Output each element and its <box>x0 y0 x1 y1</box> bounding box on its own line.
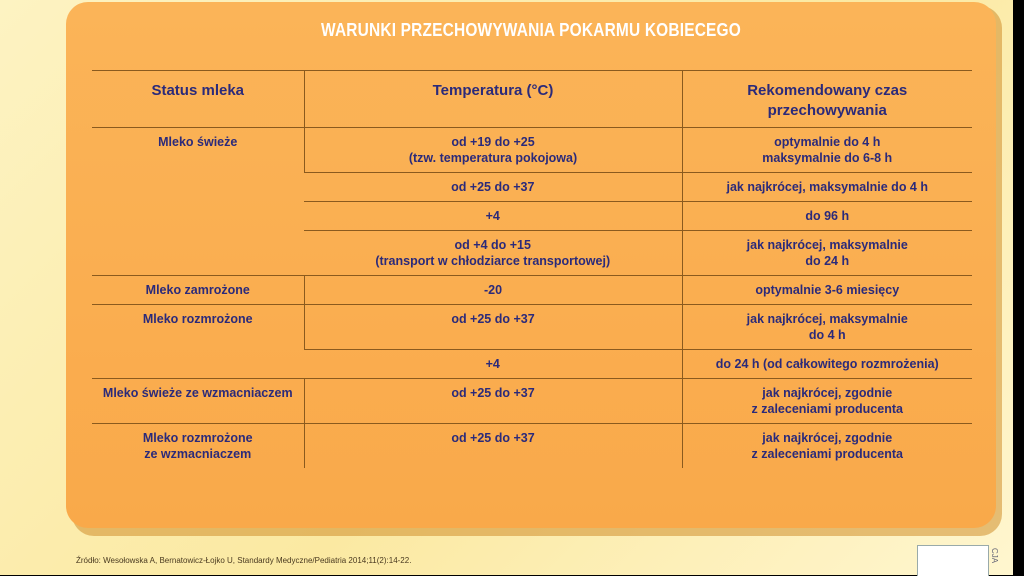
time-cell: jak najkrócej, maksymalnie do 24 h <box>682 231 972 276</box>
time-cell: jak najkrócej, maksymalnie do 4 h <box>682 173 972 202</box>
source-citation: Źródło: Wesołowska A, Bernatowicz-Łojko U, Standardy Medyczne/Pediatria 2014;11(2):14-22. <box>76 556 412 565</box>
temperature-cell: od +25 do +37 <box>304 379 682 424</box>
logo-fragment <box>917 545 989 576</box>
table-row <box>92 128 972 173</box>
time-cell: optymalnie do 4 h maksymalnie do 6-8 h <box>682 128 972 173</box>
table-row <box>92 379 972 424</box>
temperature-cell: +4 <box>485 357 500 371</box>
time-cell: jak najkrócej, maksymalnie do 4 h <box>682 305 972 350</box>
time-cell: do 96 h <box>682 202 972 231</box>
storage-table <box>92 70 972 468</box>
header-row <box>92 71 972 128</box>
time-cell: do 24 h (od całkowitego rozmrożenia) <box>682 350 972 379</box>
status-cell: Mleko świeże <box>158 135 238 149</box>
time-cell: optymalnie 3-6 miesięcy <box>682 276 972 305</box>
status-cell: Mleko zamrożone <box>145 283 250 297</box>
temperature-cell: od +25 do +37 <box>304 424 682 469</box>
time-cell: jak najkrócej, zgodnie z zaleceniami producenta <box>682 379 972 424</box>
temperature-cell: od +19 do +25 (tzw. temperatura pokojowa) <box>304 128 682 173</box>
table-row <box>92 305 972 350</box>
table-row <box>92 424 972 469</box>
header-temperature: Temperatura (°C) <box>304 71 682 128</box>
time-cell: jak najkrócej, zgodnie z zaleceniami producenta <box>682 424 972 469</box>
status-cell: Mleko świeże ze wzmacniaczem <box>102 386 293 400</box>
temperature-cell: od +25 do +37 <box>451 180 535 194</box>
table-row <box>92 276 972 305</box>
corner-text: CJA <box>990 548 999 564</box>
temperature-cell: +4 <box>485 209 500 223</box>
header-status: Status mleka <box>151 82 245 99</box>
temperature-cell: od +4 do +15 (transport w chłodziarce transportowej) <box>375 238 611 268</box>
storage-table-card <box>66 2 996 528</box>
status-cell: Mleko rozmrożone ze wzmacniaczem <box>142 431 253 461</box>
header-time: Rekomendowany czas przechowywania <box>682 71 972 128</box>
temperature-cell: od +25 do +37 <box>304 305 682 350</box>
table-title: WARUNKI PRZECHOWYWANIA POKARMU KOBIECEGO <box>321 20 741 40</box>
temperature-cell: -20 <box>304 276 682 305</box>
status-cell: Mleko rozmrożone <box>142 312 253 326</box>
